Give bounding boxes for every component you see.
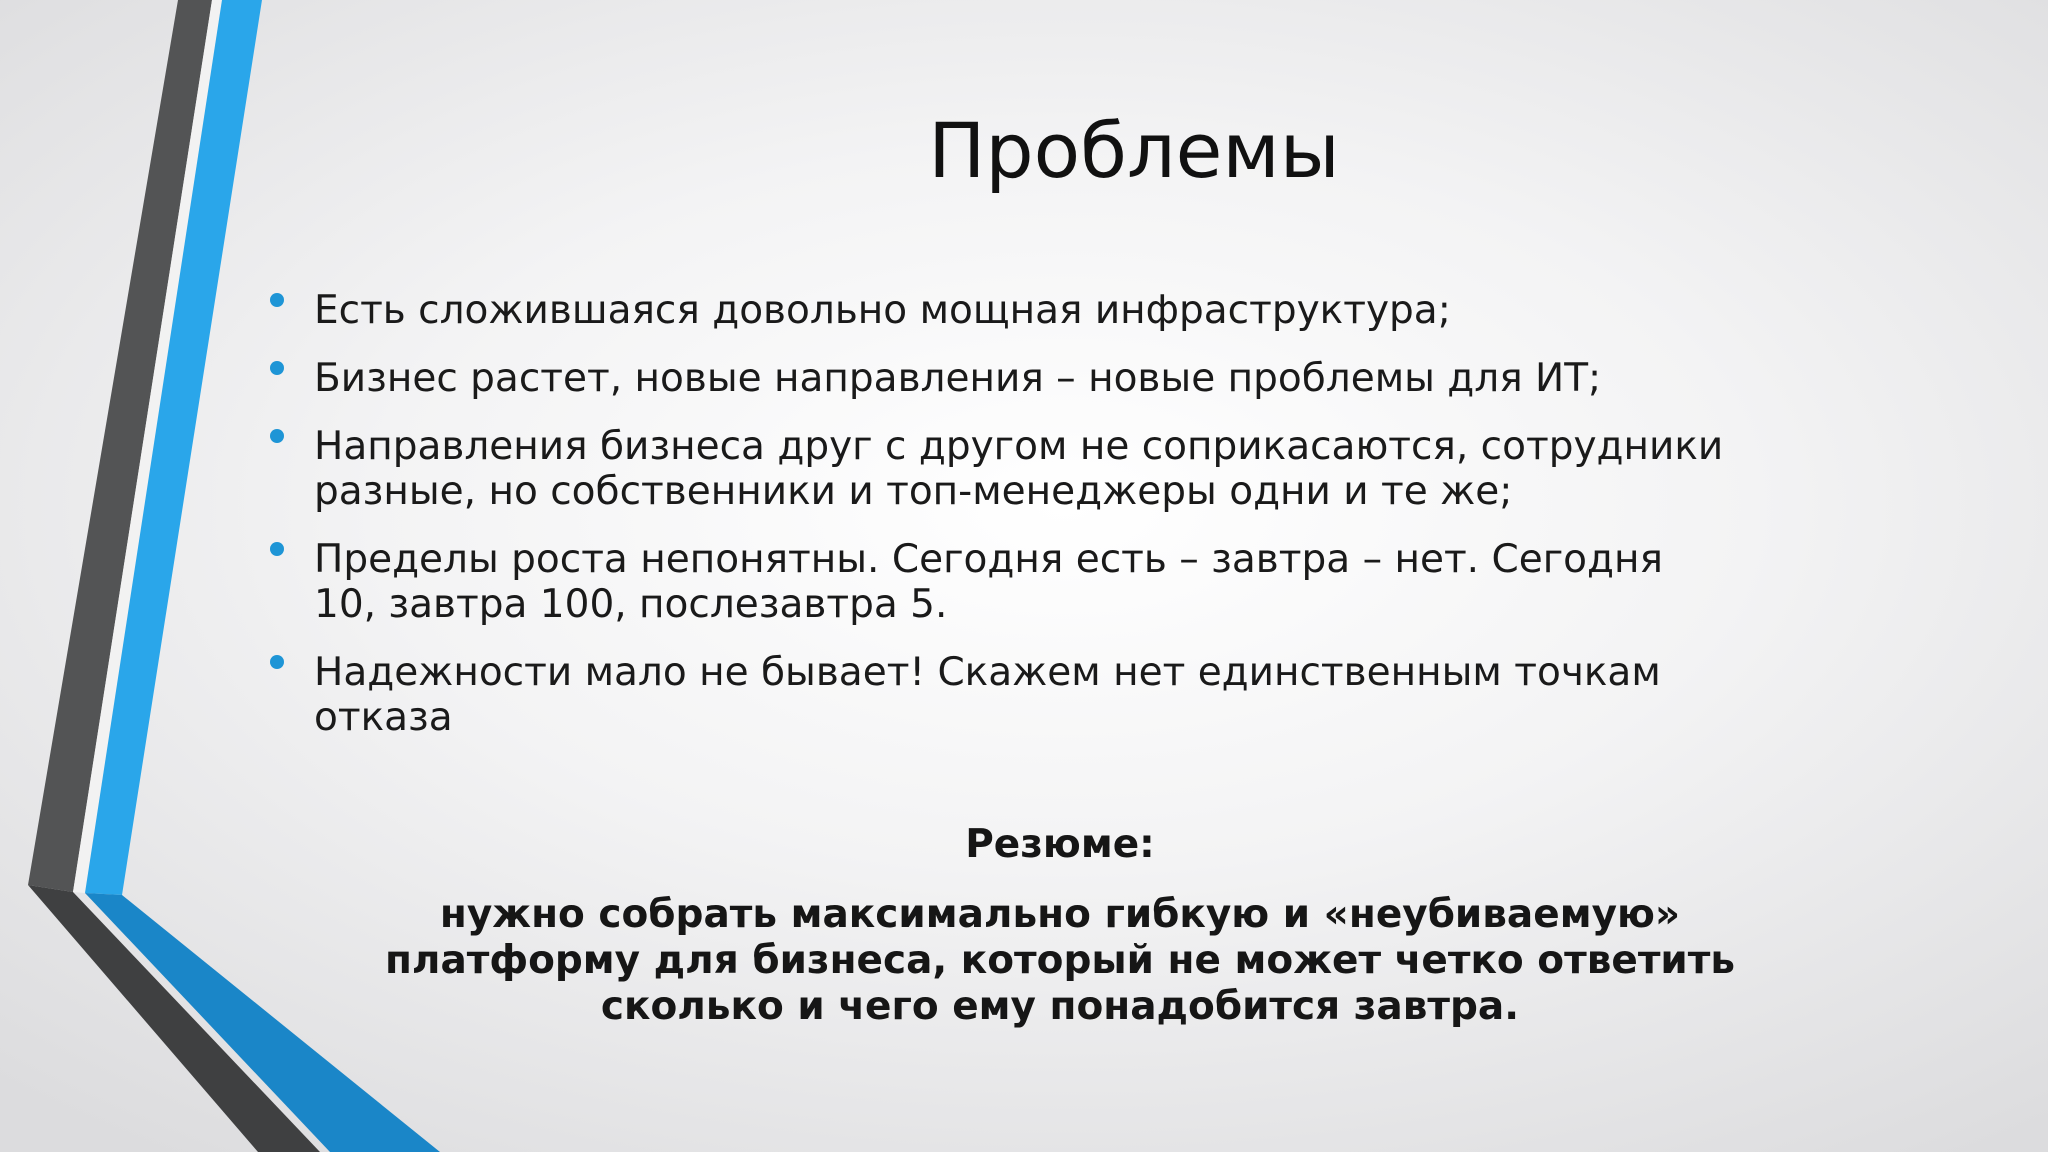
summary-heading: Резюме: — [965, 822, 1155, 867]
bullet-item — [270, 356, 1730, 401]
bullet-list — [270, 288, 1730, 763]
bullet-text: Пределы роста непонятны. Сегодня есть – завтра – нет. Сегодня 10, завтра 100, послезавтра 5. — [314, 537, 1663, 627]
bullet-dot-icon — [270, 361, 284, 375]
bullet-text: Есть сложившаяся довольно мощная инфраструктура; — [314, 288, 1451, 333]
summary-text: нужно собрать максимально гибкую и «неубиваемую» платформу для бизнеса, который не может четко ответить сколько и чего ему понадобится завтра. — [384, 892, 1736, 1029]
bullet-dot-icon — [270, 655, 284, 669]
bullet-text: Направления бизнеса друг с другом не соприкасаются, сотрудники разные, но собственники и топ-менеджеры одни и те же; — [314, 424, 1724, 514]
bullet-item — [270, 424, 1730, 514]
bullet-text: Бизнес растет, новые направления – новые проблемы для ИТ; — [314, 356, 1602, 401]
bullet-dot-icon — [270, 293, 284, 307]
bullet-dot-icon — [270, 542, 284, 556]
bullet-item — [270, 288, 1730, 333]
bullet-text: Надежности мало не бывает! Скажем нет единственным точкам отказа — [314, 650, 1661, 740]
bullet-item — [270, 537, 1730, 627]
slide-title: Проблемы — [928, 106, 1340, 195]
bullet-item — [270, 650, 1730, 740]
bullet-dot-icon — [270, 429, 284, 443]
